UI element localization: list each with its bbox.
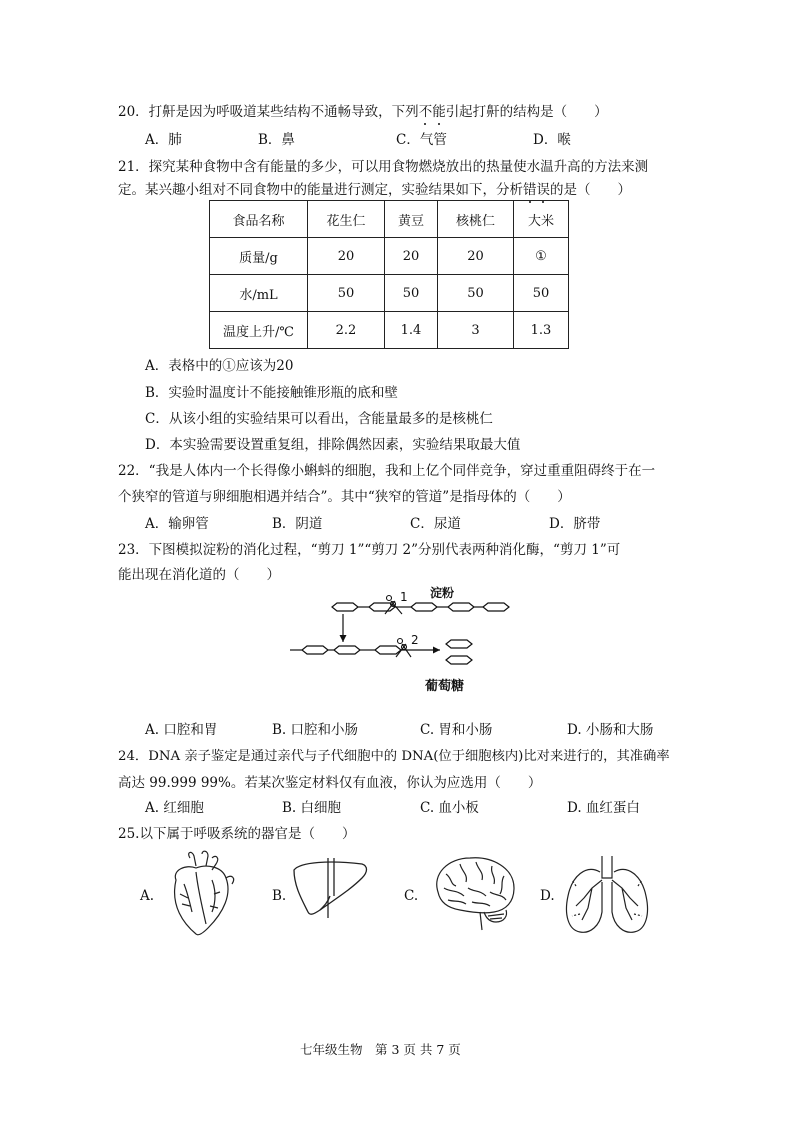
q22-option-d: D．脐带 [549, 516, 601, 532]
table-header-row [210, 201, 569, 238]
q23-option-b: B. 口腔和小肠 [272, 722, 359, 738]
q20-option-d: D．喉 [533, 132, 571, 148]
q22-option-c: C．尿道 [410, 516, 461, 532]
q25-option-a: A. [140, 888, 155, 904]
q22-option-b: B．阴道 [272, 516, 323, 532]
q20-stem-pre: 20．打鼾是因为呼吸道某些结构不通畅导致，下列 [118, 104, 419, 120]
table-header-cell: 食品名称 [210, 201, 308, 238]
scissor-2-label: 2 [411, 633, 419, 647]
table-cell: ① [514, 238, 569, 275]
brain-icon [430, 852, 520, 934]
table-row [210, 238, 569, 275]
table-cell: 温度上升/℃ [210, 312, 308, 349]
table-cell: 50 [514, 275, 569, 312]
table-cell: 水/mL [210, 275, 308, 312]
q24-option-b: B. 白细胞 [282, 800, 342, 816]
q24-option-a: A. 红细胞 [145, 800, 204, 816]
q24-option-d: D. 血红蛋白 [567, 800, 640, 816]
table-cell: 20 [438, 238, 514, 275]
emphasis-char: 能 [432, 104, 446, 120]
q20-stem-emph [419, 104, 446, 120]
table-cell: 1.4 [385, 312, 438, 349]
q23-option-c: C. 胃和小肠 [420, 722, 493, 738]
emphasis-char: 错 [523, 182, 537, 198]
table-cell: 2.2 [308, 312, 385, 349]
table-cell: 3 [438, 312, 514, 349]
q21-option-d: D．本实验需要设置重复组，排除偶然因素，实验结果取最大值 [145, 437, 521, 453]
table-header-cell: 核桃仁 [438, 201, 514, 238]
q22-option-a: A．输卵管 [145, 516, 209, 532]
food-energy-table [209, 200, 569, 349]
table-row [210, 275, 569, 312]
scissor-1-label: 1 [400, 590, 408, 604]
q23-stem-line1: 23．下图模拟淀粉的消化过程，“剪刀 1”“剪刀 2”分别代表两种消化酶，“剪刀 1”可 [118, 542, 621, 558]
q24-stem-line1: 24．DNA 亲子鉴定是通过亲代与子代细胞中的 DNA(位于细胞核内)比对来进行的，其准确率 [118, 749, 670, 764]
glucose-units [446, 640, 472, 664]
table-cell: 20 [308, 238, 385, 275]
q25-stem: 25.以下属于呼吸系统的器官是（ ） [118, 826, 356, 842]
lungs-icon [562, 852, 652, 936]
heart-icon [162, 850, 242, 938]
q20-option-c: C．气管 [396, 132, 447, 148]
starch-chain [332, 603, 509, 611]
q21-option-b: B．实验时温度计不能接触锥形瓶的底和壁 [145, 385, 398, 401]
table-cell: 1.3 [514, 312, 569, 349]
liver-icon [290, 856, 370, 920]
q20-option-b: B．鼻 [258, 132, 295, 148]
table-header-cell: 大米 [514, 201, 569, 238]
table-header-cell: 花生仁 [308, 201, 385, 238]
q21-stem-pre: 定。某兴趣小组对不同食物中的能量进行测定，实验结果如下，分析 [118, 182, 523, 198]
page-footer: 七年级生物 第 3 页 共 7 页 [300, 1042, 461, 1057]
q23-option-a: A. 口腔和胃 [145, 722, 218, 738]
starch-digestion-diagram [290, 584, 510, 696]
glucose-label: 葡萄糖 [425, 679, 465, 694]
q20-stem [118, 100, 608, 120]
table-cell: 50 [438, 275, 514, 312]
q21-stem-emph [523, 182, 550, 198]
q20-stem-post: 引起打鼾的结构是（ ） [445, 104, 608, 120]
table-header-cell: 黄豆 [385, 201, 438, 238]
q25-option-b: B. [272, 888, 287, 904]
q21-option-a: A．表格中的①应该为20 [145, 358, 294, 374]
q22-stem-line2: 个狭窄的管道与卵细胞相遇并结合”。其中“狭窄的管道”是指母体的（ ） [118, 489, 571, 505]
table-cell: 20 [385, 238, 438, 275]
q24-stem-line2: 高达 99.999 99%。若某次鉴定材料仅有血液，你认为应选用（ ） [118, 775, 542, 791]
starch-label: 淀粉 [430, 586, 455, 600]
emphasis-char: 不 [418, 104, 433, 120]
q24-option-c: C. 血小板 [420, 800, 479, 816]
table-row [210, 312, 569, 349]
q21-stem-line2 [118, 178, 631, 198]
table-cell: 质量/g [210, 238, 308, 275]
q22-stem-line1: 22．“我是人体内一个长得像小蝌蚪的细胞，我和上亿个同伴竞争，穿过重重阻碍终于在一 [118, 463, 656, 479]
q25-option-d: D. [540, 888, 555, 904]
q20-emph-text [419, 104, 446, 120]
q21-stem-post: 的是（ ） [550, 182, 631, 198]
emphasis-char: 误 [536, 182, 550, 198]
q23-option-d: D. 小肠和大肠 [567, 722, 654, 738]
q25-option-c: C. [404, 888, 419, 904]
q23-stem-line2: 能出现在消化道的（ ） [118, 567, 280, 583]
q20-option-a: A．肺 [145, 132, 182, 148]
table-cell: 50 [385, 275, 438, 312]
q21-option-c: C．从该小组的实验结果可以看出，含能量最多的是核桃仁 [145, 411, 493, 427]
maltose-chain [290, 646, 440, 654]
table-cell: 50 [308, 275, 385, 312]
q21-stem-line1: 21．探究某种食物中含有能量的多少，可以用食物燃烧放出的热量使水温升高的方法来测 [118, 159, 649, 175]
